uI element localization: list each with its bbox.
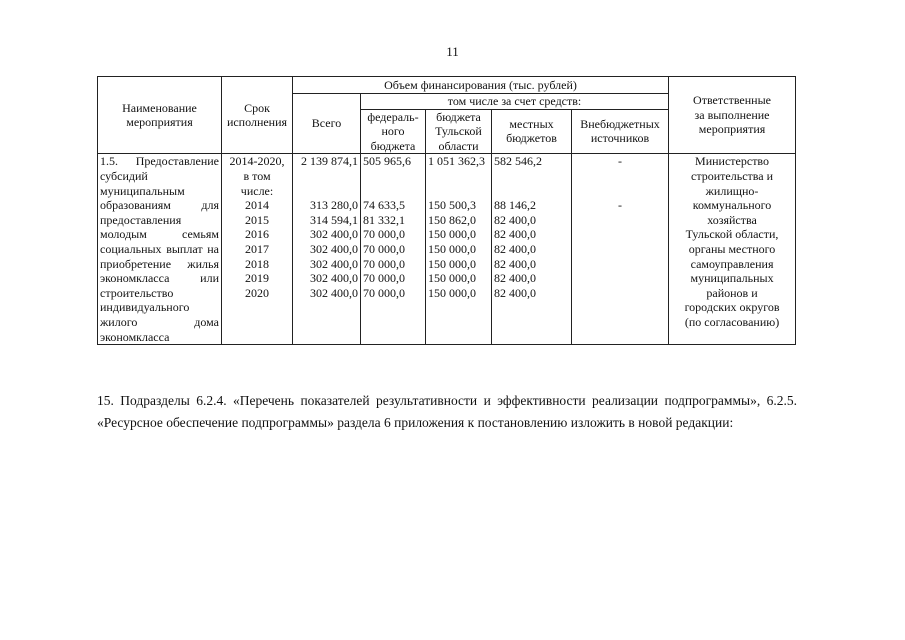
federal-value: 70 000,0 xyxy=(363,256,405,271)
local-value: 82 400,0 xyxy=(494,271,536,286)
extrabudget-value xyxy=(574,227,666,242)
local-value: 82 400,0 xyxy=(494,241,536,256)
header-name: Наименование мероприятия xyxy=(98,77,222,154)
table-row xyxy=(98,154,796,345)
federal-value: 70 000,0 xyxy=(363,241,405,256)
header-sources-caption: том числе за счет средств: xyxy=(361,94,669,110)
total-value: 302 400,0 xyxy=(310,256,358,271)
federal-cell xyxy=(361,154,426,345)
header-extrabudget: Внебюджетных источников xyxy=(572,109,669,154)
regional-value: 150 500,3 xyxy=(428,198,476,213)
federal-value xyxy=(363,184,423,199)
local-value: 582 546,2 xyxy=(494,154,542,169)
federal-value: 70 000,0 xyxy=(363,271,405,286)
header-period: Срок исполнения xyxy=(222,77,293,154)
extrabudget-value xyxy=(574,169,666,184)
local-value xyxy=(494,184,569,199)
regional-value xyxy=(428,184,489,199)
total-value xyxy=(295,184,358,199)
regional-cell xyxy=(426,154,492,345)
financing-table xyxy=(97,76,796,345)
federal-value: 505 965,6 xyxy=(363,154,411,169)
total-value: 314 594,1 xyxy=(310,212,358,227)
regional-value: 150 000,0 xyxy=(428,227,476,242)
regional-value: 150 000,0 xyxy=(428,256,476,271)
header-regional: бюджета Тульской области xyxy=(426,109,492,154)
responsible-cell: Министерство строительства и жилищно- коммунального хозяйства Тульской области, органы местного самоуправления муниципальных районов и городских округов (по согласованию) xyxy=(669,154,796,345)
federal-value: 70 000,0 xyxy=(363,227,405,242)
total-cell xyxy=(293,154,361,345)
local-cell xyxy=(492,154,572,345)
extrabudget-value xyxy=(574,271,666,286)
total-value: 302 400,0 xyxy=(310,285,358,300)
total-value xyxy=(295,169,358,184)
header-federal: федераль- ного бюджета xyxy=(361,109,426,154)
extrabudget-value xyxy=(574,257,666,272)
regional-value: 150 862,0 xyxy=(428,212,476,227)
federal-value: 70 000,0 xyxy=(363,285,405,300)
extrabudget-value: - xyxy=(618,154,623,169)
extrabudget-value xyxy=(574,286,666,301)
federal-value xyxy=(363,169,423,184)
extrabudget-value xyxy=(574,242,666,257)
regional-value: 1 051 362,3 xyxy=(428,154,485,169)
extrabudget-value xyxy=(574,213,666,228)
total-value: 313 280,0 xyxy=(310,198,358,213)
local-value: 82 400,0 xyxy=(494,212,536,227)
extrabudget-value xyxy=(574,184,666,199)
local-value: 82 400,0 xyxy=(494,256,536,271)
regional-value: 150 000,0 xyxy=(428,241,476,256)
local-value: 82 400,0 xyxy=(494,285,536,300)
extrabudget-value: - xyxy=(618,198,623,213)
total-value: 2 139 874,1 xyxy=(301,154,358,169)
total-value: 302 400,0 xyxy=(310,241,358,256)
measure-name: 1.5. Предоставление субсидий муниципальным образованиям для предоставления молодым семьям социальных выплат на приобретение жилья экономкласса или строительство индивидуального жилого дома экономкласса xyxy=(98,154,222,345)
total-value: 302 400,0 xyxy=(310,271,358,286)
federal-value: 74 633,5 xyxy=(363,198,405,213)
local-value: 82 400,0 xyxy=(494,227,536,242)
header-responsible: Ответственные за выполнение мероприятия xyxy=(669,77,796,154)
header-total: Всего xyxy=(293,94,361,154)
page-number: 11 xyxy=(446,44,459,59)
local-value: 88 146,2 xyxy=(494,198,536,213)
body-paragraph: 15. Подразделы 6.2.4. «Перечень показателей результативности и эффективности реализации подпрограммы», 6.2.5. «Ресурсное обеспечение подпрограммы» раздела 6 приложения к постановлению изложить в новой редакции: xyxy=(97,392,797,430)
regional-value xyxy=(428,169,489,184)
extrabudget-cell xyxy=(572,154,669,345)
header-financing: Объем финансирования (тыс. рублей) xyxy=(293,77,669,94)
local-value xyxy=(494,169,569,184)
federal-value: 81 332,1 xyxy=(363,212,405,227)
period-cell: 2014-2020, в том числе: 2014 2015 2016 2017 2018 2019 2020 xyxy=(222,154,293,345)
regional-value: 150 000,0 xyxy=(428,271,476,286)
header-local: местных бюджетов xyxy=(492,109,572,154)
regional-value: 150 000,0 xyxy=(428,285,476,300)
total-value: 302 400,0 xyxy=(310,227,358,242)
